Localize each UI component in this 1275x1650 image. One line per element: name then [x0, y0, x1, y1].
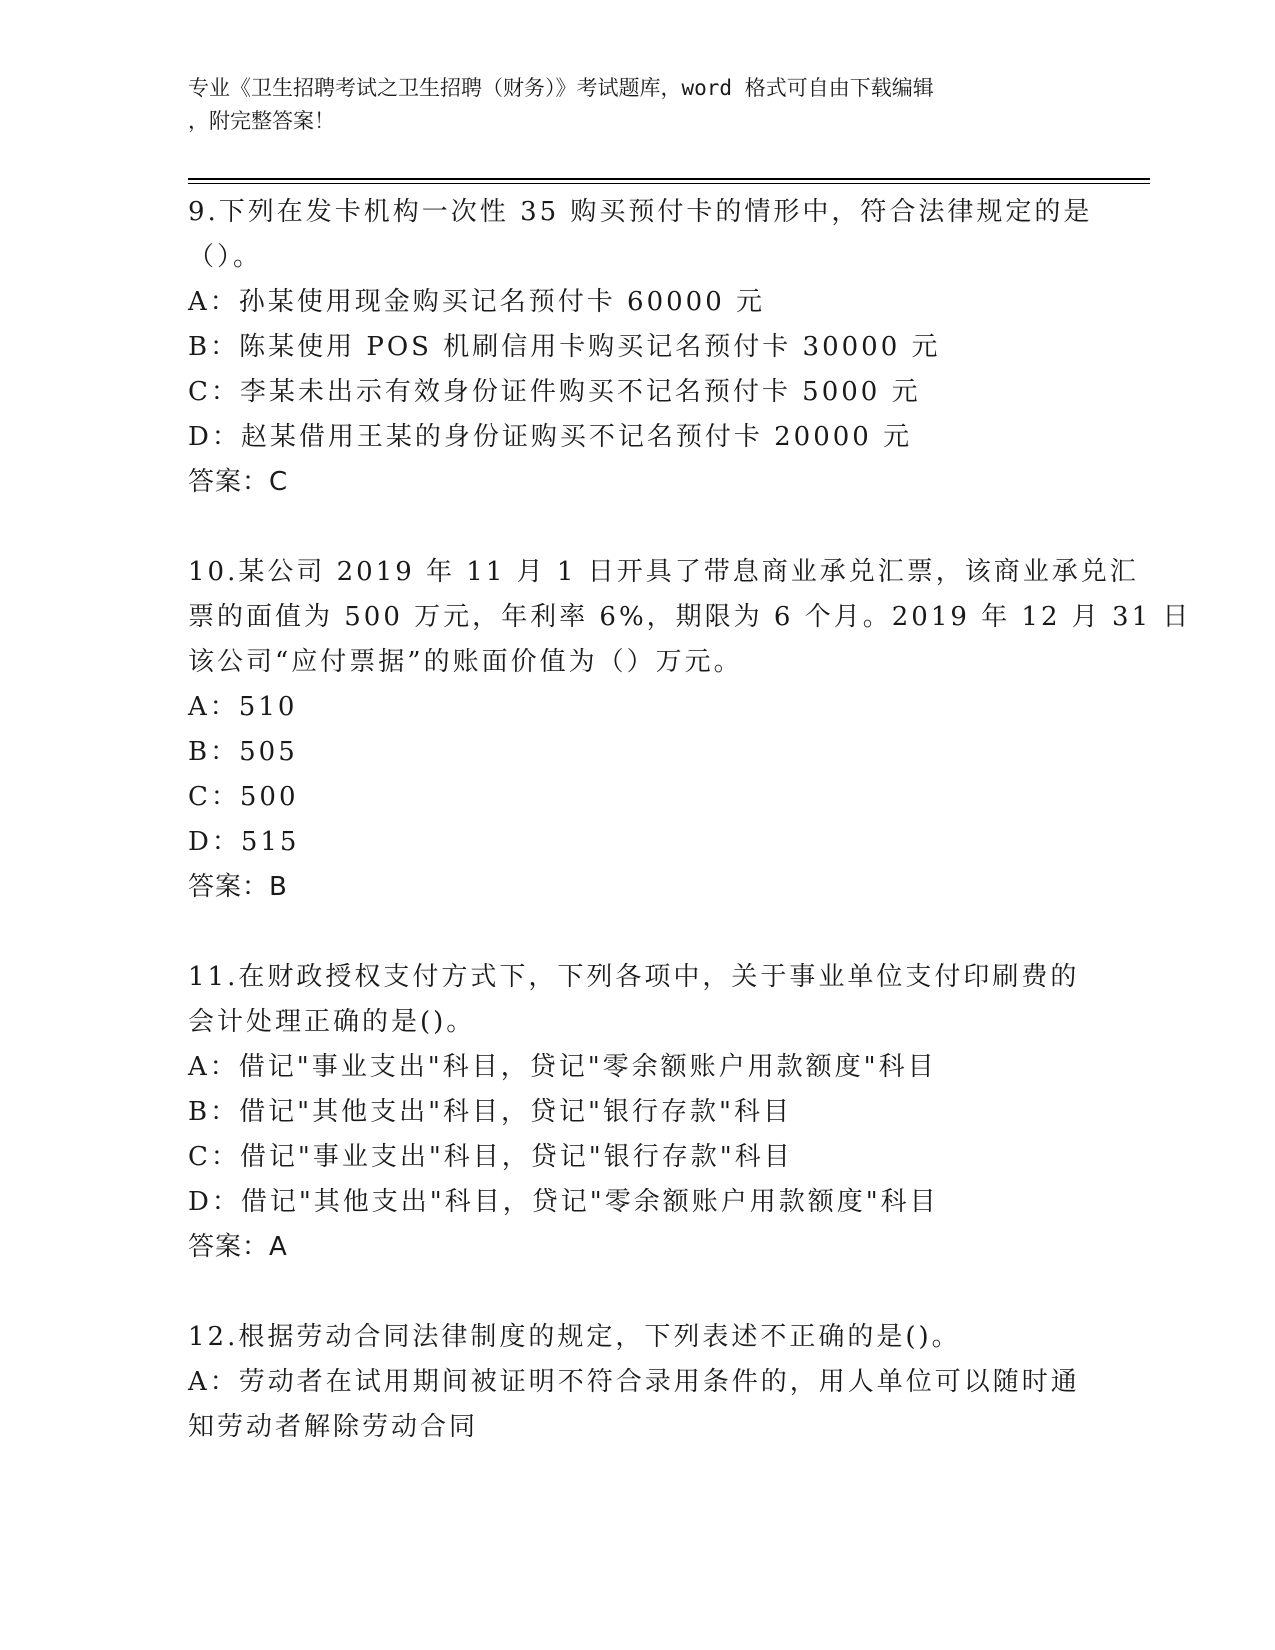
option-a: A：510	[188, 692, 298, 722]
option-b: B：借记"其他支出"科目，贷记"银行存款"科目	[188, 1097, 792, 1127]
option-a: A：借记"事业支出"科目，贷记"零余额账户用款额度"科目	[188, 1052, 937, 1082]
question-stem: 11.在财政授权支付方式下，下列各项中，关于事业单位支付印刷费的	[188, 962, 1080, 992]
header-rule-thin	[188, 183, 1150, 184]
question-9	[188, 190, 1093, 505]
header-rule-thick	[188, 178, 1150, 180]
question-10	[188, 550, 1192, 910]
question-stem: 会计处理正确的是()。	[188, 1007, 476, 1037]
option-b: B：陈某使用 POS 机刷信用卡购买记名预付卡 30000 元	[188, 332, 941, 362]
question-stem: 该公司“应付票据”的账面价值为（）万元。	[188, 647, 743, 677]
question-stem: （）。	[188, 242, 263, 272]
question-list	[188, 190, 1192, 1450]
option-a: A：劳动者在试用期间被证明不符合录用条件的，用人单位可以随时通	[188, 1367, 1080, 1397]
answer: 答案：C	[188, 467, 289, 497]
option-d: D：515	[188, 827, 300, 857]
question-12	[188, 1315, 1088, 1450]
option-c: C：李某未出示有效身份证件购买不记名预付卡 5000 元	[188, 377, 921, 407]
option-c: C：500	[188, 782, 299, 812]
option-d: D：赵某借用王某的身份证购买不记名预付卡 20000 元	[188, 422, 913, 452]
option-a-continued: 知劳动者解除劳动合同	[188, 1412, 479, 1442]
question-stem: 10.某公司 2019 年 11 月 1 日开具了带息商业承兑汇票，该商业承兑汇	[188, 557, 1139, 587]
document-header	[188, 72, 1088, 138]
header-line-1: 专业《卫生招聘考试之卫生招聘（财务）》考试题库，word 格式可自由下载编辑	[188, 76, 934, 100]
question-stem: 12.根据劳动合同法律制度的规定，下列表述不正确的是()。	[188, 1322, 961, 1352]
answer: 答案：B	[188, 872, 288, 902]
option-a: A：孙某使用现金购买记名预付卡 60000 元	[188, 287, 766, 317]
option-c: C：借记"事业支出"科目，贷记"银行存款"科目	[188, 1142, 793, 1172]
header-line-2: ，附完整答案！	[188, 109, 335, 133]
option-d: D：借记"其他支出"科目，贷记"零余额账户用款额度"科目	[188, 1187, 939, 1217]
question-stem: 票的面值为 500 万元，年利率 6%，期限为 6 个月。2019 年 12 月 31 日	[188, 602, 1192, 632]
answer: 答案：A	[188, 1232, 288, 1262]
question-stem: 9.下列在发卡机构一次性 35 购买预付卡的情形中，符合法律规定的是	[188, 197, 1093, 227]
option-b: B：505	[188, 737, 298, 767]
question-11	[188, 955, 1088, 1270]
